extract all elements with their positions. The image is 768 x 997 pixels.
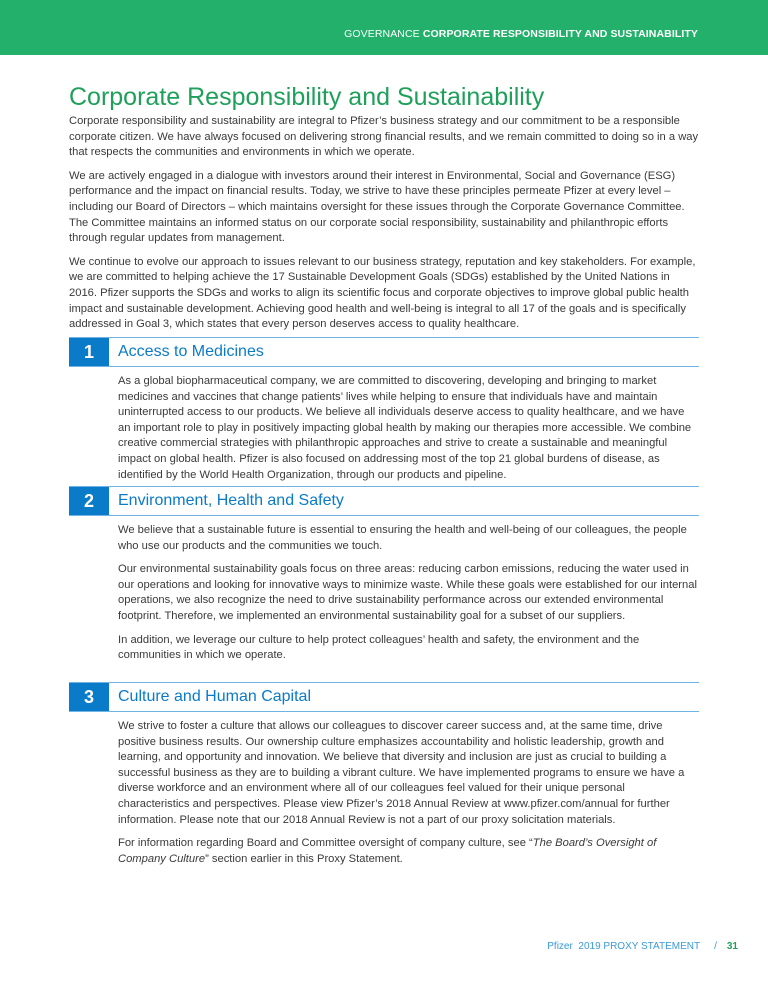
section-paragraph: As a global biopharmaceutical company, we are committed to discovering, developing and bringing to market medicines and vaccines that change patients’ lives while helping to ensure that individuals have and maintain uninterrupted access to our products. We believe all individuals deserve access to quality healthcare, and we have an important role to play in positively impacting global health by making our therapies more accessible. We combine creative commercial strategies with philanthropic approaches and strive to create a sustainable and meaningful impact on global health. Pfizer is also focused on addressing most of the top 21 global burdens of disease, as identified by the World Health Organization, through our products and pipeline. — [118, 375, 692, 481]
intro-paragraph: We continue to evolve our approach to issues relevant to our business strategy, reputation and key stakeholders. For example, we are committed to helping achieve the 17 Sustainable Development Goals (SDGs) established by the United Nations in 2016. Pfizer supports the SDGs and works to align its scientific focus and corporate objectives to improve global public health impact and sustainable development. Achieving good health and well-being is integral to all 17 of the goals and is specifically addressed in Goal 3, which states that every person deserves access to quality healthcare. — [69, 255, 696, 331]
section-paragraph: We believe that a sustainable future is essential to ensuring the health and well-being of our colleagues, the people who use our products and the communities we touch. — [118, 524, 687, 552]
closing-text: ” section earlier in this Proxy Statement. — [205, 852, 403, 865]
closing-paragraph — [118, 836, 699, 867]
page-number: 31 — [726, 941, 738, 952]
header-breadcrumb — [344, 28, 698, 40]
section-culture-human-capital — [69, 682, 699, 875]
section-heading: Access to Medicines — [118, 343, 264, 360]
section-access-to-medicines — [69, 337, 699, 491]
footer-separator: / — [714, 941, 717, 952]
section-header — [69, 337, 699, 367]
header-topic: CORPORATE RESPONSIBILITY AND SUSTAINABILITY — [422, 28, 698, 40]
section-paragraph: In addition, we leverage our culture to help protect colleagues’ health and safety, the environment and the communities in which we operate. — [118, 633, 640, 662]
header-section: GOVERNANCE — [344, 28, 420, 40]
section-environment-health-safety — [69, 486, 699, 672]
section-paragraph: We strive to foster a culture that allows our colleagues to discover career success and, at the same time, drive positive business results. Our ownership culture emphasizes accountability and holistic leadership, growth and learning, and opportunity and innovation. We believe that diversity and inclusion are just as crucial to building a successful business as they are to building a vibrant culture. We have implemented programs to ensure we have a diverse workforce and an environment where all of our colleagues feel valued for their unique personal characteristics and perspectives. Please view Pfizer’s 2018 Annual Review at www.pfizer.com/annual for further information. Please note that our 2018 Annual Review is not a part of our proxy solicitation materials. — [118, 720, 685, 826]
board-oversight-reference: The Board’s Oversight of Company Culture — [118, 837, 657, 865]
section-number: 3 — [69, 683, 109, 711]
page-title: Corporate Responsibility and Sustainability — [69, 83, 545, 111]
footer-publication: Pfizer 2019 PROXY STATEMENT — [547, 941, 701, 952]
header-bar — [0, 0, 768, 55]
section-paragraph: Our environmental sustainability goals focus on three areas: reducing carbon emissions, reducing the water used in our operations and looking for innovative ways to minimize waste. While these goals were established for our internal operations, we also recognize the need to drive sustainability performance across our extended environmental footprint. Therefore, we implemented an environmental sustainability goal for a subset of our suppliers. — [118, 563, 697, 622]
section-header — [69, 682, 699, 712]
intro-paragraph: We are actively engaged in a dialogue with investors around their interest in Environmental, Social and Governance (ESG) performance and the impact on financial results. Today, we strive to have these principles permeate Pfizer at every level – including our Board of Directors – which maintains oversight for these issues through the Corporate Governance Committee. The Committee maintains an informed status on our corporate social responsibility, sustainability and philanthropic efforts through regular updates from management. — [69, 169, 685, 245]
section-number: 1 — [69, 338, 109, 366]
closing-text: For information regarding Board and Committee oversight of company culture, see “ — [118, 837, 533, 850]
section-header — [69, 486, 699, 516]
page-footer — [547, 941, 738, 952]
intro — [69, 114, 699, 341]
section-heading: Culture and Human Capital — [118, 688, 311, 705]
section-number: 2 — [69, 487, 109, 515]
section-heading: Environment, Health and Safety — [118, 492, 344, 509]
intro-paragraph: Corporate responsibility and sustainability are integral to Pfizer’s business strategy and our commitment to be a responsible corporate citizen. We have always focused on delivering strong financial results, and we remain committed to doing so in a way that respects the communities and environments in which we operate. — [69, 115, 699, 159]
